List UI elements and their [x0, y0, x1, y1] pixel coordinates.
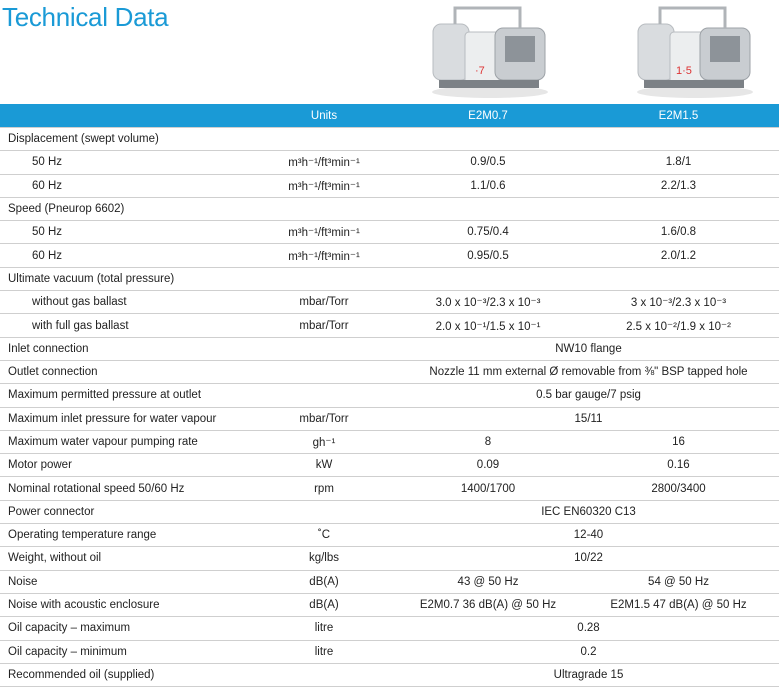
- param-cell: 50 Hz: [0, 221, 250, 244]
- table-header-row: [0, 104, 779, 128]
- value-cell-e2m07: [398, 267, 578, 290]
- value-cell-e2m15: 54 @ 50 Hz: [578, 570, 779, 593]
- unit-cell: [250, 500, 398, 523]
- unit-cell: m³h⁻¹/ft³min⁻¹: [250, 174, 398, 197]
- value-cell-e2m15: E2M1.5 47 dB(A) @ 50 Hz: [578, 593, 779, 616]
- param-cell: Oil capacity – maximum: [0, 617, 250, 640]
- table-row: [0, 384, 779, 407]
- value-cell-e2m07: 8: [398, 430, 578, 453]
- value-cell-e2m07: 3.0 x 10⁻³/2.3 x 10⁻³: [398, 291, 578, 314]
- value-cell-e2m15: 3 x 10⁻³/2.3 x 10⁻³: [578, 291, 779, 314]
- pump-label-e2m07: ·7: [475, 65, 485, 77]
- value-cell-e2m07: 0.09: [398, 454, 578, 477]
- value-cell-e2m15: 2800/3400: [578, 477, 779, 500]
- param-cell: Motor power: [0, 454, 250, 477]
- unit-cell: [250, 267, 398, 290]
- header-units: Units: [250, 104, 398, 128]
- value-cell-shared: NW10 flange: [398, 337, 779, 360]
- value-cell-e2m15: [578, 197, 779, 220]
- value-cell-e2m15: 1.8/1: [578, 151, 779, 174]
- param-cell: Speed (Pneurop 6602): [0, 197, 250, 220]
- value-cell-e2m15: [578, 267, 779, 290]
- value-cell-e2m07: [398, 128, 578, 151]
- value-cell-shared: Ultragrade 15: [398, 663, 779, 686]
- value-cell-e2m15: [578, 128, 779, 151]
- param-cell: Displacement (swept volume): [0, 128, 250, 151]
- value-cell-e2m07: 0.95/0.5: [398, 244, 578, 267]
- unit-cell: [250, 197, 398, 220]
- table-row: [0, 593, 779, 616]
- table-row: [0, 267, 779, 290]
- unit-cell: [250, 384, 398, 407]
- pump-label-e2m15: 1·5: [676, 65, 692, 77]
- table-row: [0, 617, 779, 640]
- param-cell: Recommended oil (supplied): [0, 663, 250, 686]
- unit-cell: [250, 337, 398, 360]
- param-cell: with full gas ballast: [0, 314, 250, 337]
- table-row: [0, 360, 779, 383]
- value-cell-e2m07: 43 @ 50 Hz: [398, 570, 578, 593]
- value-cell-shared: 10/22: [398, 547, 779, 570]
- pump-image-e2m15: [630, 2, 760, 100]
- param-cell: Oil capacity – minimum: [0, 640, 250, 663]
- value-cell-shared: 12-40: [398, 524, 779, 547]
- unit-cell: dB(A): [250, 570, 398, 593]
- unit-cell: m³h⁻¹/ft³min⁻¹: [250, 221, 398, 244]
- value-cell-e2m15: 2.5 x 10⁻²/1.9 x 10⁻²: [578, 314, 779, 337]
- value-cell-e2m07: 1.1/0.6: [398, 174, 578, 197]
- unit-cell: litre: [250, 640, 398, 663]
- unit-cell: gh⁻¹: [250, 430, 398, 453]
- unit-cell: mbar/Torr: [250, 407, 398, 430]
- value-cell-e2m15: 2.0/1.2: [578, 244, 779, 267]
- table-row: [0, 524, 779, 547]
- unit-cell: kW: [250, 454, 398, 477]
- param-cell: without gas ballast: [0, 291, 250, 314]
- table-row: [0, 197, 779, 220]
- value-cell-e2m07: 2.0 x 10⁻¹/1.5 x 10⁻¹: [398, 314, 578, 337]
- param-cell: Outlet connection: [0, 360, 250, 383]
- table-row: [0, 337, 779, 360]
- value-cell-e2m07: 0.9/0.5: [398, 151, 578, 174]
- table-row: [0, 174, 779, 197]
- value-cell-e2m15: 0.16: [578, 454, 779, 477]
- table-row: [0, 640, 779, 663]
- param-cell: 60 Hz: [0, 174, 250, 197]
- unit-cell: mbar/Torr: [250, 291, 398, 314]
- value-cell-e2m15: 1.6/0.8: [578, 221, 779, 244]
- unit-cell: dB(A): [250, 593, 398, 616]
- value-cell-shared: 0.2: [398, 640, 779, 663]
- table-row: [0, 570, 779, 593]
- param-cell: Maximum water vapour pumping rate: [0, 430, 250, 453]
- param-cell: 50 Hz: [0, 151, 250, 174]
- unit-cell: [250, 128, 398, 151]
- unit-cell: ˚C: [250, 524, 398, 547]
- param-cell: Noise: [0, 570, 250, 593]
- param-cell: Inlet connection: [0, 337, 250, 360]
- unit-cell: [250, 663, 398, 686]
- param-cell: Operating temperature range: [0, 524, 250, 547]
- value-cell-shared: Nozzle 11 mm external Ø removable from ⅜" BSP tapped hole: [398, 360, 779, 383]
- param-cell: Power connector: [0, 500, 250, 523]
- header-e2m15: E2M1.5: [578, 104, 779, 128]
- param-cell: Ultimate vacuum (total pressure): [0, 267, 250, 290]
- value-cell-shared: 15/11: [398, 407, 779, 430]
- unit-cell: [250, 360, 398, 383]
- param-cell: Maximum permitted pressure at outlet: [0, 384, 250, 407]
- value-cell-shared: 0.28: [398, 617, 779, 640]
- param-cell: Weight, without oil: [0, 547, 250, 570]
- table-row: [0, 454, 779, 477]
- table-row: [0, 314, 779, 337]
- table-row: [0, 151, 779, 174]
- value-cell-e2m07: 0.75/0.4: [398, 221, 578, 244]
- param-cell: Nominal rotational speed 50/60 Hz: [0, 477, 250, 500]
- technical-data-table: [0, 104, 779, 687]
- table-row: [0, 500, 779, 523]
- unit-cell: litre: [250, 617, 398, 640]
- table-row: [0, 430, 779, 453]
- param-cell: 60 Hz: [0, 244, 250, 267]
- value-cell-e2m07: [398, 197, 578, 220]
- table-row: [0, 477, 779, 500]
- unit-cell: mbar/Torr: [250, 314, 398, 337]
- table-row: [0, 244, 779, 267]
- unit-cell: m³h⁻¹/ft³min⁻¹: [250, 151, 398, 174]
- value-cell-e2m07: E2M0.7 36 dB(A) @ 50 Hz: [398, 593, 578, 616]
- table-row: [0, 291, 779, 314]
- param-cell: Noise with acoustic enclosure: [0, 593, 250, 616]
- pump-image-e2m07: [425, 2, 555, 100]
- value-cell-shared: 0.5 bar gauge/7 psig: [398, 384, 779, 407]
- unit-cell: m³h⁻¹/ft³min⁻¹: [250, 244, 398, 267]
- value-cell-shared: IEC EN60320 C13: [398, 500, 779, 523]
- unit-cell: rpm: [250, 477, 398, 500]
- table-row: [0, 128, 779, 151]
- header-e2m07: E2M0.7: [398, 104, 578, 128]
- value-cell-e2m15: 2.2/1.3: [578, 174, 779, 197]
- unit-cell: kg/lbs: [250, 547, 398, 570]
- value-cell-e2m15: 16: [578, 430, 779, 453]
- value-cell-e2m07: 1400/1700: [398, 477, 578, 500]
- header-param: [0, 104, 250, 128]
- param-cell: Maximum inlet pressure for water vapour: [0, 407, 250, 430]
- table-row: [0, 547, 779, 570]
- table-row: [0, 407, 779, 430]
- table-row: [0, 221, 779, 244]
- table-row: [0, 663, 779, 686]
- page-title: Technical Data: [2, 2, 169, 32]
